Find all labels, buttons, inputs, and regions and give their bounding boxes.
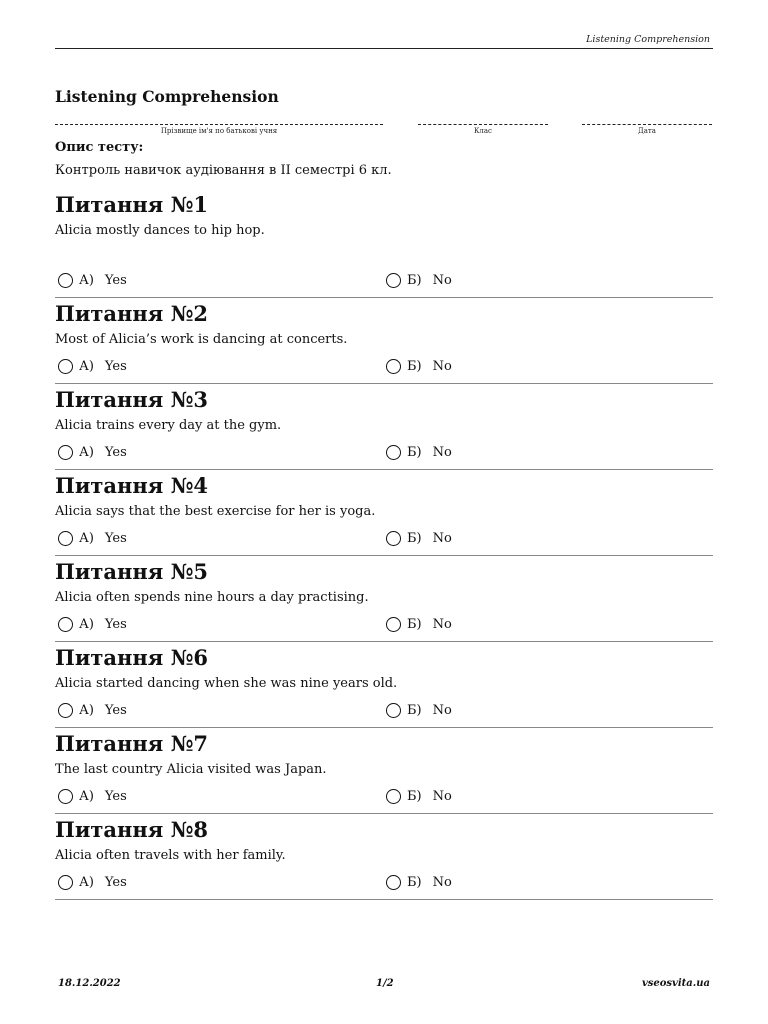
date-label: Дата (638, 127, 656, 135)
option-label: No (432, 788, 452, 804)
radio-button-icon[interactable] (58, 531, 73, 546)
question-text: Alicia mostly dances to hip hop. (55, 223, 265, 238)
answer-option-a[interactable] (58, 435, 127, 469)
answer-options (55, 779, 713, 813)
question-block (55, 643, 713, 728)
radio-button-icon[interactable] (386, 875, 401, 890)
option-letter: А) (79, 444, 94, 460)
document-title: Listening Comprehension (55, 87, 279, 106)
option-label: No (432, 616, 452, 632)
option-letter: Б) (407, 874, 422, 890)
running-header-title: Listening Comprehension (586, 34, 710, 45)
option-letter: Б) (407, 358, 422, 374)
answer-options (55, 865, 713, 899)
option-label: No (432, 444, 452, 460)
option-label: Yes (104, 530, 127, 546)
question-block (55, 385, 713, 470)
option-label: No (432, 874, 452, 890)
answer-option-b[interactable] (386, 865, 452, 899)
answer-option-a[interactable] (58, 779, 127, 813)
answer-option-b[interactable] (386, 349, 452, 383)
answer-option-b[interactable] (386, 693, 452, 727)
option-letter: Б) (407, 272, 422, 288)
radio-button-icon[interactable] (58, 273, 73, 288)
option-letter: А) (79, 358, 94, 374)
radio-button-icon[interactable] (58, 445, 73, 460)
option-letter: Б) (407, 444, 422, 460)
radio-button-icon[interactable] (58, 359, 73, 374)
question-title: Питання №3 (55, 387, 209, 412)
answer-option-b[interactable] (386, 779, 452, 813)
option-label: Yes (104, 874, 127, 890)
question-text: Alicia says that the best exercise for her is yoga. (55, 504, 376, 519)
answer-option-a[interactable] (58, 607, 127, 641)
option-label: No (432, 530, 452, 546)
answer-option-a[interactable] (58, 349, 127, 383)
option-label: No (432, 272, 452, 288)
question-title: Питання №7 (55, 731, 209, 756)
question-text: Alicia trains every day at the gym. (55, 418, 282, 433)
description-label: Опис тесту: (55, 140, 144, 155)
radio-button-icon[interactable] (58, 875, 73, 890)
answer-options (55, 607, 713, 641)
option-label: Yes (104, 616, 127, 632)
option-letter: А) (79, 530, 94, 546)
option-letter: А) (79, 788, 94, 804)
question-text: Alicia often travels with her family. (55, 848, 286, 863)
footer-page-number: 1/2 (376, 978, 394, 989)
answer-options (55, 435, 713, 469)
description-text: Контроль навичок аудіювання в II семестрі 6 кл. (55, 163, 392, 178)
question-text: Most of Alicia’s work is dancing at concerts. (55, 332, 348, 347)
answer-options (55, 349, 713, 383)
class-field[interactable] (418, 124, 548, 125)
radio-button-icon[interactable] (58, 789, 73, 804)
option-label: Yes (104, 788, 127, 804)
question-title: Питання №5 (55, 559, 209, 584)
option-letter: А) (79, 702, 94, 718)
question-block (55, 299, 713, 384)
question-block (55, 471, 713, 556)
question-list (55, 189, 713, 900)
option-letter: Б) (407, 616, 422, 632)
question-title: Питання №2 (55, 301, 209, 326)
question-block (55, 190, 713, 298)
question-block (55, 729, 713, 814)
answer-option-b[interactable] (386, 607, 452, 641)
answer-options (55, 263, 713, 297)
question-text: The last country Alicia visited was Japan. (55, 762, 327, 777)
option-label: No (432, 702, 452, 718)
answer-options (55, 693, 713, 727)
option-label: Yes (104, 358, 127, 374)
radio-button-icon[interactable] (58, 617, 73, 632)
radio-button-icon[interactable] (386, 703, 401, 718)
option-label: Yes (104, 444, 127, 460)
question-block (55, 557, 713, 642)
answer-option-b[interactable] (386, 435, 452, 469)
answer-option-a[interactable] (58, 521, 127, 555)
answer-option-b[interactable] (386, 263, 452, 297)
question-text: Alicia often spends nine hours a day practising. (55, 590, 369, 605)
question-text: Alicia started dancing when she was nine years old. (55, 676, 398, 691)
answer-options (55, 521, 713, 555)
radio-button-icon[interactable] (386, 445, 401, 460)
question-block (55, 815, 713, 900)
radio-button-icon[interactable] (58, 703, 73, 718)
option-label: No (432, 358, 452, 374)
option-letter: Б) (407, 788, 422, 804)
answer-option-a[interactable] (58, 263, 127, 297)
option-letter: Б) (407, 702, 422, 718)
answer-option-a[interactable] (58, 865, 127, 899)
question-title: Питання №1 (55, 192, 209, 217)
question-title: Питання №6 (55, 645, 209, 670)
student-name-label: Прізвище ім'я по батькові учня (160, 127, 278, 135)
question-title: Питання №8 (55, 817, 209, 842)
answer-option-a[interactable] (58, 693, 127, 727)
question-title: Питання №4 (55, 473, 209, 498)
radio-button-icon[interactable] (386, 789, 401, 804)
radio-button-icon[interactable] (386, 617, 401, 632)
footer-date: 18.12.2022 (58, 978, 121, 989)
option-letter: Б) (407, 530, 422, 546)
radio-button-icon[interactable] (386, 531, 401, 546)
option-letter: А) (79, 874, 94, 890)
answer-option-b[interactable] (386, 521, 452, 555)
class-label: Клас (474, 127, 492, 135)
radio-button-icon[interactable] (386, 359, 401, 374)
option-label: Yes (104, 702, 127, 718)
radio-button-icon[interactable] (386, 273, 401, 288)
footer-site: vseosvita.ua (641, 978, 710, 989)
option-letter: А) (79, 272, 94, 288)
option-letter: А) (79, 616, 94, 632)
student-name-field[interactable] (55, 124, 383, 125)
option-label: Yes (104, 272, 127, 288)
header-divider (55, 48, 713, 49)
date-field[interactable] (582, 124, 712, 125)
